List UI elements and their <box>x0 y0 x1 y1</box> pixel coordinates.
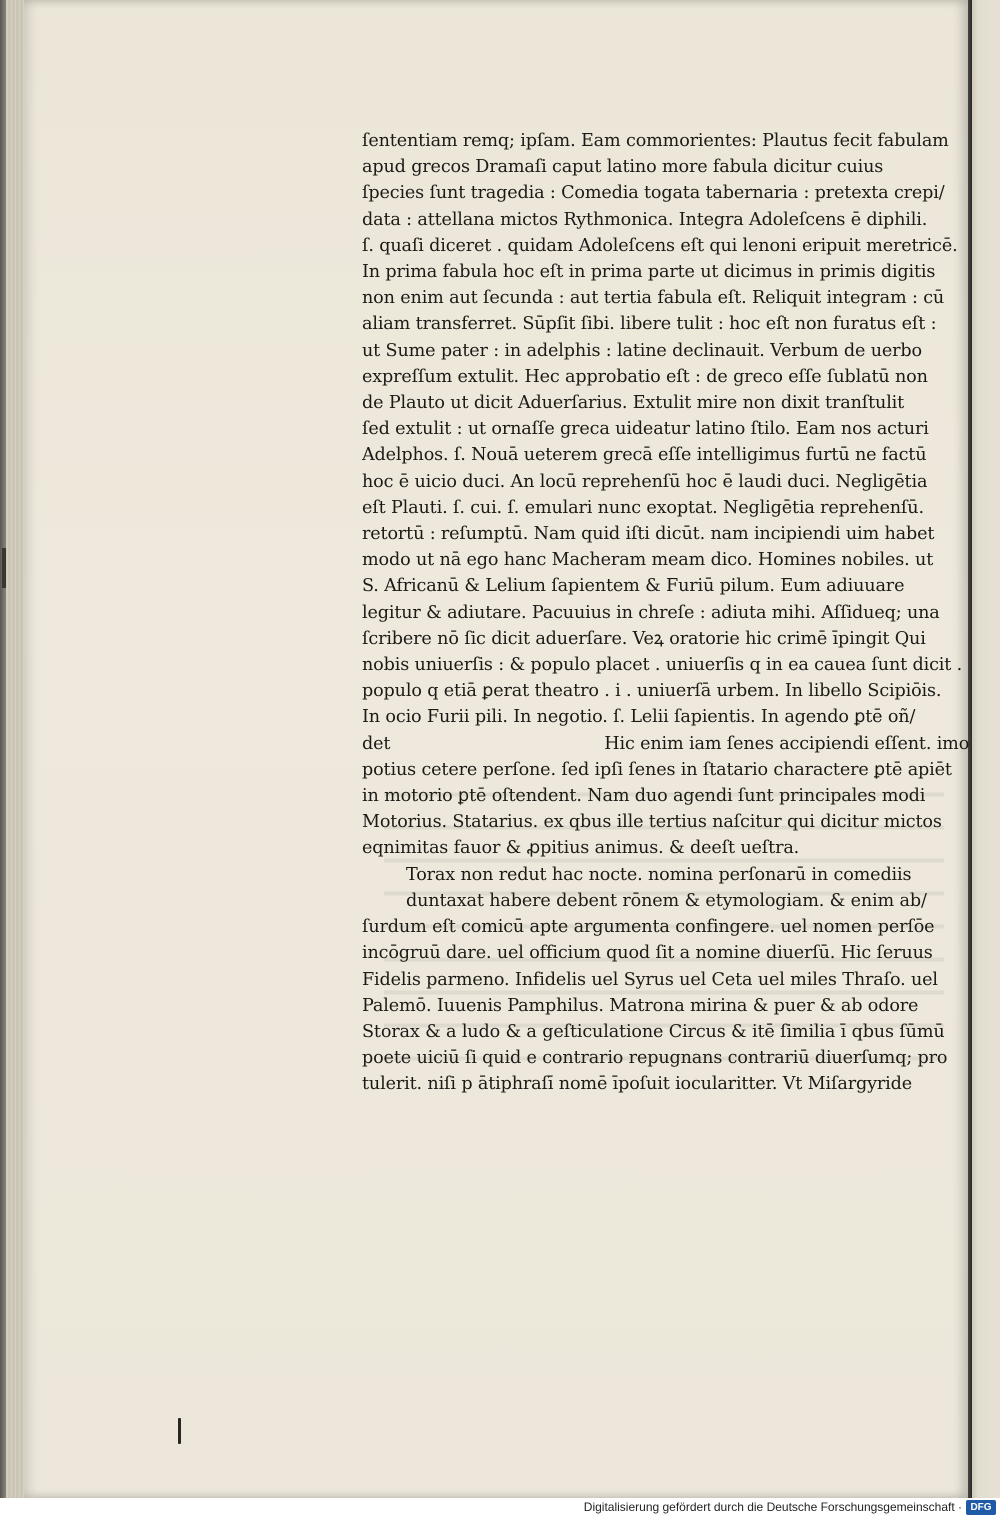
text-line: in motorio ꝑtē oſtendent. Nam duo agendi ſunt principales modi <box>362 786 926 807</box>
text-line: data : attellana mictos Rythmonica. Integra Adoleſcens ē diphili. <box>362 209 928 230</box>
text-line: Palemō. Iuuenis Pamphilus. Matrona mirina & puer & ab odore <box>362 995 919 1016</box>
text-line: nobis uniuerſis : & populo placet . uniuerſis q in ea cauea ſunt dicit . <box>362 655 963 676</box>
text-line: S. Africanū & Lelium ſapientem & Furiū pilum. Eum adiuuare <box>362 576 905 597</box>
text-line: apud grecos Dramaſi caput latino more fabula dicitur cuius <box>362 157 884 178</box>
text-line: Fidelis parmeno. Infidelis uel Syrus uel Ceta uel miles Thraſo. uel <box>362 969 938 990</box>
text-line: modo ut nā ego hanc Macheram meam dico. Homines nobiles. ut <box>362 550 934 571</box>
text-line: ſed extulit : ut ornaſſe greca uideatur latino ſtilo. Eam nos acturi <box>362 419 929 440</box>
dfg-logo: DFG <box>966 1500 996 1515</box>
text-line: potius cetere perſone. ſed ipſi ſenes in ſtatario charactere ꝑtē apiēt <box>362 759 952 780</box>
text-line: retortū : reſumptū. Nam quid iſti dicūt. nam incipiendi uim habet <box>362 524 935 545</box>
text-line: ſpecies ſunt tragedia : Comedia togata tabernaria : pretexta crepi/ <box>362 183 945 204</box>
split-line-left: det <box>362 733 391 754</box>
text-line: poete uiciū ſi quid e contrario repugnans contrariū diuerſumq; pro <box>362 1048 948 1069</box>
footer-bar <box>0 1498 1000 1518</box>
latin-text-block <box>362 128 970 1098</box>
page-edges <box>6 0 24 1498</box>
text-line: In ocio Furii pili. In negotio. ſ. Lelii ſapientis. In agendo ꝑtē oñ/ <box>362 707 916 728</box>
spine-mark <box>2 548 6 588</box>
split-text-line <box>362 731 970 757</box>
text-line: Storax & a ludo & a geſticulatione Circus & itē ſimilia ī qbus ſūmū <box>362 1021 945 1042</box>
text-line: tulerit. niſi p ātiphraſī nomē īpoſuit iocularitter. Vt Miſargyride <box>362 1074 912 1095</box>
text-line: eſt Plauti. ſ. cui. ſ. emulari nunc exoptat. Negligētia reprehenſū. <box>362 497 924 518</box>
text-line: incōgruū dare. uel officium quod ſit a nomine diuerſū. Hic ſeruus <box>362 943 933 964</box>
text-line: ſ. quaſi diceret . quidam Adoleſcens eſt qui lenoni eripuit meretricē. <box>362 235 958 256</box>
text-line: non enim aut ſecunda : aut tertia fabula eſt. Reliquit integram : cū <box>362 288 945 309</box>
text-line: populo q etiā ꝑerat theatro . i . uniuerſā urbem. In libello Scipiōis. <box>362 681 942 702</box>
text-line: legitur & adiutare. Pacuuius in chreſe : adiuta mihi. Aſſidueq; una <box>362 602 940 623</box>
text-line: In prima fabula hoc eſt in prima parte ut dicimus in primis digitis <box>362 262 936 283</box>
dfg-credit: Digitalisierung gefördert durch die Deutsche Forschungsgemeinschaft · <box>583 1500 962 1514</box>
text-line: expreſſum extulit. Hec approbatio eſt : de greco eſſe ſublatū non <box>362 366 928 387</box>
text-line: eqnimitas fauor & ꝓpitius animus. & deeſt ueſtra. <box>362 838 800 859</box>
text-line: ſententiam remq; ipſam. Eam commorientes: Plautus fecit fabulam <box>362 131 949 151</box>
text-line: ſcribere nō ſic dicit aduerſare. Veꝝ oratorie hic crimē īpingit Qui <box>362 628 926 649</box>
text-line: ſurdum eſt comicū apte argumenta confingere. uel nomen perſōe <box>362 917 935 938</box>
text-line: duntaxat habere debent rōnem & etymologiam. & enim ab/ <box>406 890 927 911</box>
text-line: de Plauto ut dicit Aduerſarius. Extulit mire non dixit tranſtulit <box>362 393 905 414</box>
text-line: aliam transferret. Sūpſit ſibi. libere tulit : hoc eſt non furatus eſt : <box>362 314 937 335</box>
text-line: Adelphos. ſ. Nouā ueterem grecā eſſe intelligimus furtū ne factū <box>362 445 927 466</box>
facing-page-edge <box>972 0 1000 1498</box>
text-line: ut Sume pater : in adelphis : latine declinauit. Verbum de uerbo <box>362 340 922 361</box>
ink-mark <box>178 1418 181 1444</box>
split-line-right: Hic enim iam ſenes accipiendi eſſent. imo <box>604 733 970 754</box>
paragraph-first-line: Torax non redut hac nocte. nomina perſonarū in comediis <box>406 864 912 885</box>
text-line: hoc ē uicio duci. An locū reprehenſū hoc ē laudi duci. Negligētia <box>362 471 928 492</box>
text-line: Motorius. Statarius. ex qbus ille tertius naſcitur qui dicitur mictos <box>362 812 942 833</box>
